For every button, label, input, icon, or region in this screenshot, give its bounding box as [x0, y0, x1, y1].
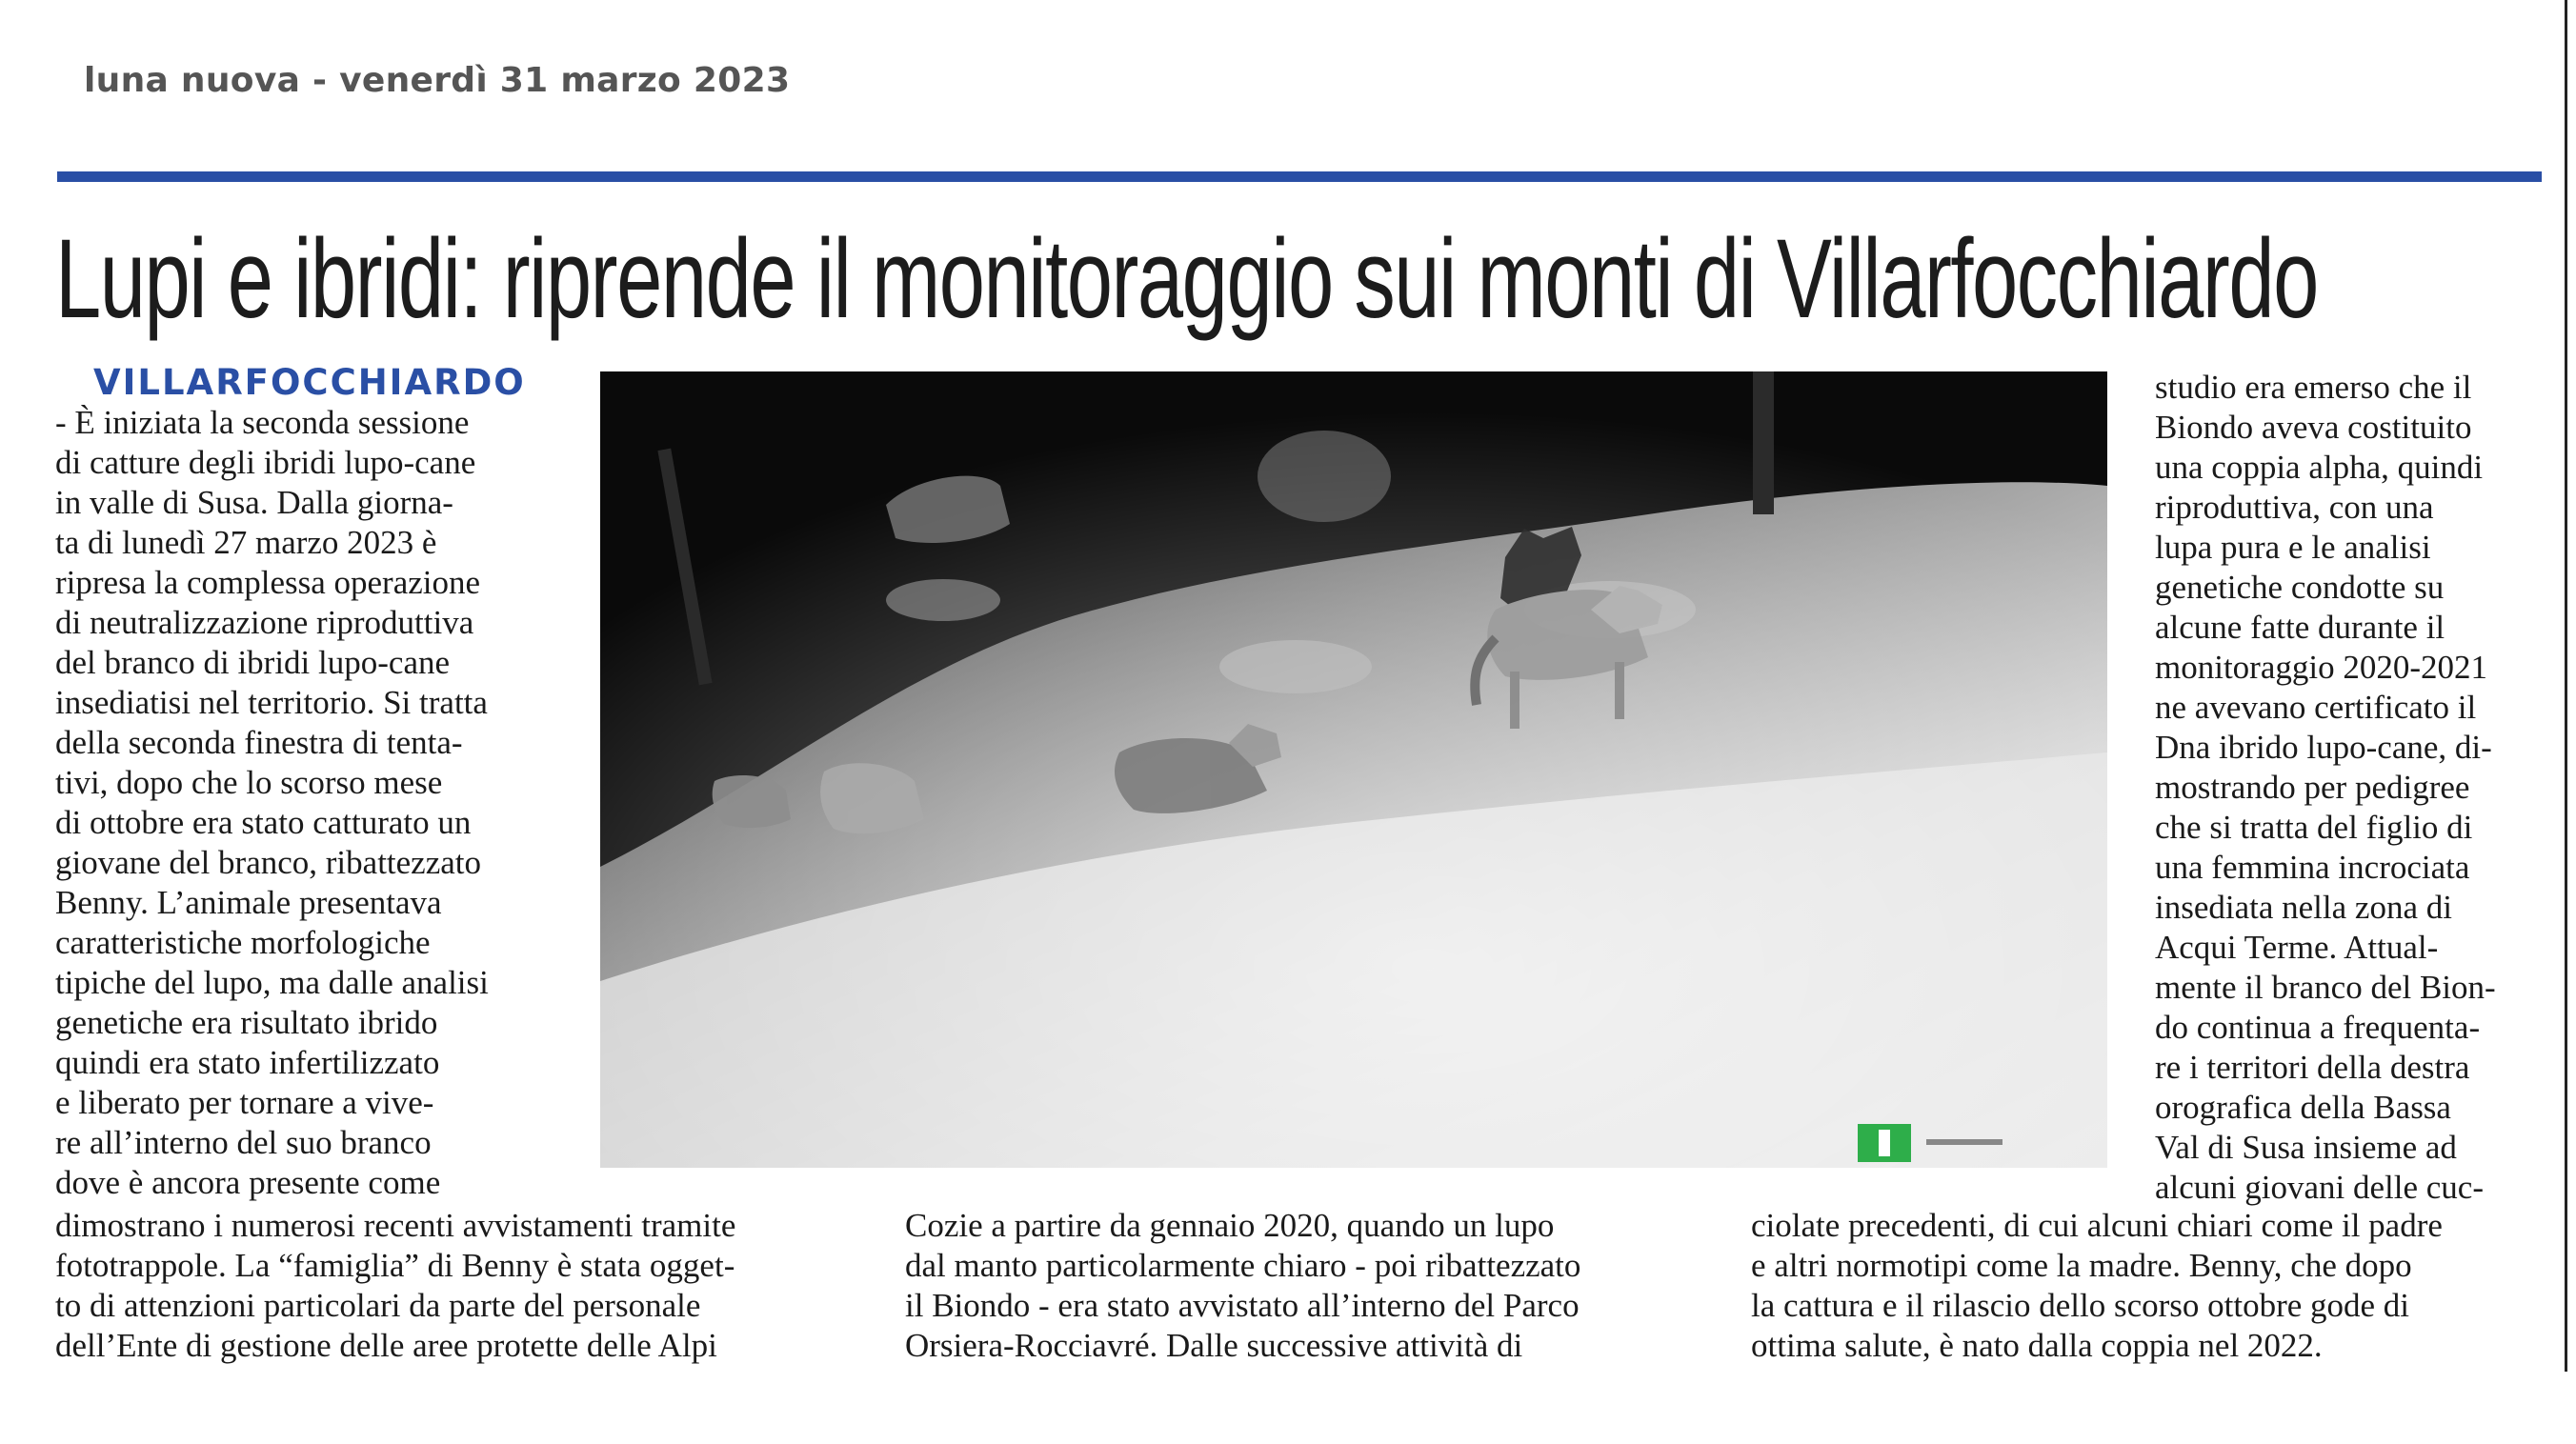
text-line: studio era emerso che il: [2155, 369, 2472, 406]
text-line: una coppia alpha, quindi: [2155, 449, 2484, 486]
dateline: VILLARFOCCHIARDO: [93, 362, 526, 403]
text-line: ciolate precedenti, di cui alcuni chiari come il padre: [1751, 1207, 2443, 1244]
text-line: di ottobre era stato catturato un: [55, 804, 472, 841]
text-line: do continua a frequenta-: [2155, 1009, 2481, 1046]
column-left: [55, 403, 489, 1203]
text-line: Dna ibrido lupo-cane, di-: [2155, 729, 2492, 766]
text-line: monitoraggio 2020-2021: [2155, 649, 2487, 686]
text-line: Biondo aveva costituito: [2155, 409, 2472, 446]
text-line: ottima salute, è nato dalla coppia nel 2022.: [1751, 1327, 2323, 1364]
column-right: [2155, 368, 2496, 1208]
text-line: Cozie a partire da gennaio 2020, quando un lupo: [905, 1207, 1555, 1244]
text-line: di neutralizzazione riproduttiva: [55, 604, 474, 641]
text-line: la cattura e il rilascio dello scorso ottobre gode di: [1751, 1287, 2410, 1324]
text-line: della seconda finestra di tenta-: [55, 724, 463, 761]
text-line: Acqui Terme. Attual-: [2155, 929, 2439, 966]
page-edge-line: [2565, 0, 2567, 1372]
text-line: lupa pura e le analisi: [2155, 529, 2431, 566]
text-line: Orsiera-Rocciavré. Dalle successive attività di: [905, 1327, 1523, 1364]
text-line: alcune fatte durante il: [2155, 609, 2445, 646]
text-line: dell’Ente di gestione delle aree protette delle Alpi: [55, 1327, 717, 1364]
text-line: una femmina incrociata: [2155, 849, 2470, 886]
text-line: quindi era stato infertilizzato: [55, 1044, 440, 1081]
text-line: mostrando per pedigree: [2155, 769, 2470, 806]
text-line: to di attenzioni particolari da parte del personale: [55, 1287, 701, 1324]
text-line: ripresa la complessa operazione: [55, 564, 481, 601]
text-line: e liberato per tornare a vive-: [55, 1084, 434, 1121]
text-line: Benny. L’animale presentava: [55, 884, 442, 921]
bottom-column-1: [55, 1206, 735, 1366]
text-line: dove è ancora presente come: [55, 1164, 441, 1201]
text-line: dal manto particolarmente chiaro - poi ribattezzato: [905, 1247, 1581, 1284]
text-line: genetiche era risultato ibrido: [55, 1004, 438, 1041]
text-line: Val di Susa insieme ad: [2155, 1129, 2457, 1166]
bottom-column-3: [1751, 1206, 2443, 1366]
text-line: caratteristiche morfologiche: [55, 924, 431, 961]
night-camera-image: [600, 371, 2107, 1168]
text-line: re all’interno del suo branco: [55, 1124, 432, 1161]
text-line: re i territori della destra: [2155, 1049, 2470, 1086]
masthead: luna nuova - venerdì 31 marzo 2023: [84, 61, 791, 100]
text-line: giovane del branco, ribattezzato: [55, 844, 482, 881]
text-line: che si tratta del figlio di: [2155, 809, 2473, 846]
text-line: ta di lunedì 27 marzo 2023 è: [55, 524, 437, 561]
text-line: ne avevano certificato il: [2155, 689, 2477, 726]
headline: Lupi e ibridi: riprende il monitoraggio sui monti di Villarfocchiardo: [55, 216, 2318, 342]
text-line: e altri normotipi come la madre. Benny, che dopo: [1751, 1247, 2412, 1284]
text-line: mente il branco del Bion-: [2155, 969, 2496, 1006]
text-line: genetiche condotte su: [2155, 569, 2445, 606]
bottom-column-2: [905, 1206, 1580, 1366]
text-line: alcuni giovani delle cuc-: [2155, 1169, 2484, 1206]
text-line: riproduttiva, con una: [2155, 489, 2434, 526]
text-line: in valle di Susa. Dalla giorna-: [55, 484, 453, 521]
text-line: del branco di ibridi lupo-cane: [55, 644, 451, 681]
text-line: insediatisi nel territorio. Si tratta: [55, 684, 488, 721]
text-line: di catture degli ibridi lupo-cane: [55, 444, 476, 481]
text-line: insediata nella zona di: [2155, 889, 2452, 926]
text-line: il Biondo - era stato avvistato all’interno del Parco: [905, 1287, 1580, 1324]
text-line: - È iniziata la seconda sessione: [55, 404, 470, 441]
text-line: orografica della Bassa: [2155, 1089, 2451, 1126]
text-line: dimostrano i numerosi recenti avvistamenti tramite: [55, 1207, 736, 1244]
text-line: fototrappole. La “famiglia” di Benny è stata ogget-: [55, 1247, 735, 1284]
text-line: tivi, dopo che lo scorso mese: [55, 764, 443, 801]
header-rule: [57, 171, 2542, 182]
wolf-photo: [600, 371, 2107, 1168]
text-line: tipiche del lupo, ma dalle analisi: [55, 964, 489, 1001]
